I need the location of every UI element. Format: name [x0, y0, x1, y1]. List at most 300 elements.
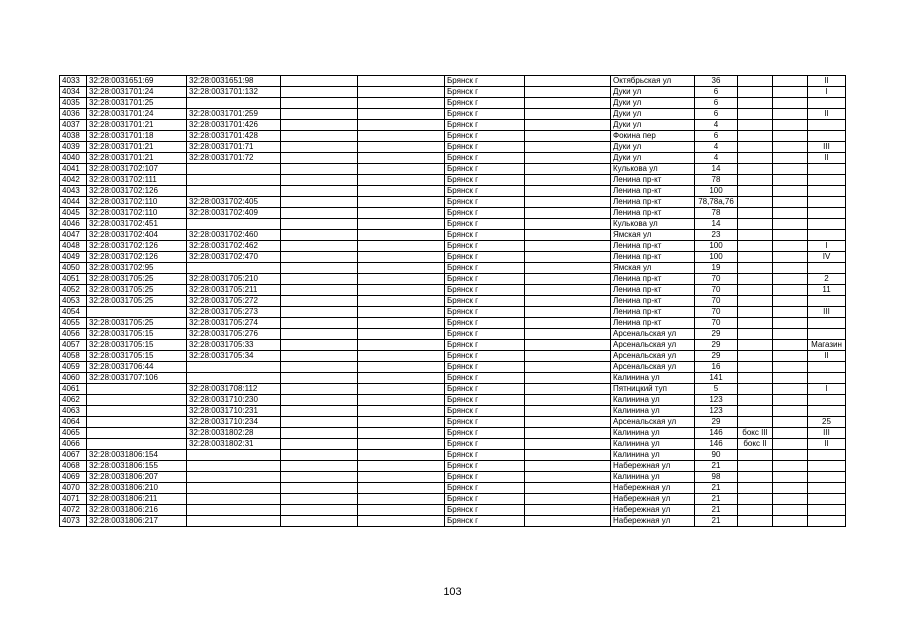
table-row	[60, 164, 846, 175]
col-11-cell	[773, 395, 808, 406]
building-note-cell	[738, 197, 773, 208]
table-row	[60, 98, 846, 109]
city-cell: Брянск г	[445, 494, 525, 505]
house-number-cell: 16	[695, 362, 738, 373]
col-11-cell	[773, 208, 808, 219]
house-number-cell: 5	[695, 384, 738, 395]
city-cell: Брянск г	[445, 395, 525, 406]
table-row	[60, 219, 846, 230]
room-number-cell	[808, 120, 846, 131]
house-number-cell: 14	[695, 164, 738, 175]
col-4-cell	[281, 175, 358, 186]
city-cell: Брянск г	[445, 274, 525, 285]
col-7-cell	[525, 131, 611, 142]
row-number-cell: 4065	[60, 428, 87, 439]
col-11-cell	[773, 274, 808, 285]
city-cell: Брянск г	[445, 296, 525, 307]
building-note-cell	[738, 164, 773, 175]
col-7-cell	[525, 263, 611, 274]
parcel-number-cell	[187, 483, 281, 494]
col-11-cell	[773, 252, 808, 263]
col-11-cell	[773, 461, 808, 472]
col-5-cell	[358, 439, 445, 450]
table-row	[60, 439, 846, 450]
house-number-cell: 21	[695, 505, 738, 516]
street-cell: Ленина пр-кт	[611, 197, 695, 208]
cadastral-number-cell: 32:28:0031701:25	[87, 98, 187, 109]
street-cell: Ленина пр-кт	[611, 274, 695, 285]
col-7-cell	[525, 164, 611, 175]
registry-table	[59, 75, 846, 527]
building-note-cell	[738, 208, 773, 219]
col-7-cell	[525, 274, 611, 285]
col-7-cell	[525, 241, 611, 252]
city-cell: Брянск г	[445, 186, 525, 197]
col-7-cell	[525, 340, 611, 351]
col-5-cell	[358, 494, 445, 505]
street-cell: Набережная ул	[611, 483, 695, 494]
col-11-cell	[773, 175, 808, 186]
house-number-cell: 78	[695, 208, 738, 219]
row-number-cell: 4035	[60, 98, 87, 109]
table-row	[60, 131, 846, 142]
street-cell: Калинина ул	[611, 450, 695, 461]
table-row	[60, 307, 846, 318]
city-cell: Брянск г	[445, 230, 525, 241]
parcel-number-cell: 32:28:0031710:230	[187, 395, 281, 406]
building-note-cell	[738, 351, 773, 362]
col-7-cell	[525, 351, 611, 362]
col-11-cell	[773, 131, 808, 142]
parcel-number-cell	[187, 362, 281, 373]
room-number-cell: IV	[808, 252, 846, 263]
col-7-cell	[525, 76, 611, 87]
page-number: 103	[443, 586, 462, 598]
col-5-cell	[358, 461, 445, 472]
col-7-cell	[525, 373, 611, 384]
col-11-cell	[773, 428, 808, 439]
row-number-cell: 4040	[60, 153, 87, 164]
col-4-cell	[281, 516, 358, 527]
building-note-cell	[738, 252, 773, 263]
col-7-cell	[525, 318, 611, 329]
row-number-cell: 4037	[60, 120, 87, 131]
col-7-cell	[525, 395, 611, 406]
row-number-cell: 4061	[60, 384, 87, 395]
row-number-cell: 4046	[60, 219, 87, 230]
col-7-cell	[525, 384, 611, 395]
parcel-number-cell: 32:28:0031705:274	[187, 318, 281, 329]
col-5-cell	[358, 340, 445, 351]
street-cell: Калинина ул	[611, 439, 695, 450]
col-11-cell	[773, 219, 808, 230]
table-row	[60, 351, 846, 362]
parcel-number-cell: 32:28:0031701:132	[187, 87, 281, 98]
house-number-cell: 78	[695, 175, 738, 186]
col-5-cell	[358, 351, 445, 362]
building-note-cell	[738, 241, 773, 252]
col-4-cell	[281, 285, 358, 296]
cadastral-number-cell: 32:28:0031705:25	[87, 285, 187, 296]
room-number-cell	[808, 318, 846, 329]
building-note-cell	[738, 483, 773, 494]
cadastral-number-cell: 32:28:0031702:107	[87, 164, 187, 175]
table-row	[60, 461, 846, 472]
building-note-cell	[738, 450, 773, 461]
col-7-cell	[525, 329, 611, 340]
col-11-cell	[773, 472, 808, 483]
col-4-cell	[281, 329, 358, 340]
col-4-cell	[281, 351, 358, 362]
building-note-cell: бокс III	[738, 428, 773, 439]
street-cell: Арсенальская ул	[611, 417, 695, 428]
parcel-number-cell: 32:28:0031802:31	[187, 439, 281, 450]
col-11-cell	[773, 406, 808, 417]
row-number-cell: 4060	[60, 373, 87, 384]
house-number-cell: 98	[695, 472, 738, 483]
room-number-cell	[808, 329, 846, 340]
col-11-cell	[773, 450, 808, 461]
col-4-cell	[281, 296, 358, 307]
parcel-number-cell	[187, 472, 281, 483]
row-number-cell: 4042	[60, 175, 87, 186]
cadastral-number-cell: 32:28:0031702:110	[87, 208, 187, 219]
col-7-cell	[525, 175, 611, 186]
room-number-cell	[808, 505, 846, 516]
col-7-cell	[525, 98, 611, 109]
table-row	[60, 241, 846, 252]
cadastral-number-cell: 32:28:0031701:18	[87, 131, 187, 142]
city-cell: Брянск г	[445, 340, 525, 351]
parcel-number-cell: 32:28:0031651:98	[187, 76, 281, 87]
col-5-cell	[358, 131, 445, 142]
cadastral-number-cell: 32:28:0031701:21	[87, 120, 187, 131]
col-11-cell	[773, 76, 808, 87]
row-number-cell: 4050	[60, 263, 87, 274]
table-row	[60, 120, 846, 131]
city-cell: Брянск г	[445, 417, 525, 428]
col-4-cell	[281, 241, 358, 252]
col-5-cell	[358, 384, 445, 395]
col-5-cell	[358, 505, 445, 516]
house-number-cell: 29	[695, 417, 738, 428]
col-4-cell	[281, 384, 358, 395]
row-number-cell: 4038	[60, 131, 87, 142]
city-cell: Брянск г	[445, 384, 525, 395]
row-number-cell: 4072	[60, 505, 87, 516]
street-cell: Октябрьская ул	[611, 76, 695, 87]
registry-table-body	[60, 76, 846, 527]
city-cell: Брянск г	[445, 318, 525, 329]
row-number-cell: 4073	[60, 516, 87, 527]
col-5-cell	[358, 483, 445, 494]
col-11-cell	[773, 439, 808, 450]
house-number-cell: 6	[695, 87, 738, 98]
cadastral-number-cell: 32:28:0031705:15	[87, 340, 187, 351]
building-note-cell	[738, 219, 773, 230]
parcel-number-cell: 32:28:0031702:462	[187, 241, 281, 252]
col-4-cell	[281, 109, 358, 120]
building-note-cell	[738, 329, 773, 340]
row-number-cell: 4067	[60, 450, 87, 461]
cadastral-number-cell	[87, 417, 187, 428]
room-number-cell	[808, 219, 846, 230]
building-note-cell	[738, 120, 773, 131]
city-cell: Брянск г	[445, 351, 525, 362]
room-number-cell	[808, 373, 846, 384]
city-cell: Брянск г	[445, 142, 525, 153]
col-5-cell	[358, 373, 445, 384]
col-4-cell	[281, 153, 358, 164]
col-7-cell	[525, 516, 611, 527]
row-number-cell: 4049	[60, 252, 87, 263]
room-number-cell	[808, 175, 846, 186]
city-cell: Брянск г	[445, 219, 525, 230]
cadastral-number-cell	[87, 406, 187, 417]
cadastral-number-cell: 32:28:0031806:207	[87, 472, 187, 483]
house-number-cell: 29	[695, 340, 738, 351]
col-4-cell	[281, 208, 358, 219]
house-number-cell: 29	[695, 351, 738, 362]
row-number-cell: 4047	[60, 230, 87, 241]
parcel-number-cell: 32:28:0031705:273	[187, 307, 281, 318]
building-note-cell	[738, 340, 773, 351]
table-row	[60, 340, 846, 351]
table-row	[60, 329, 846, 340]
col-4-cell	[281, 98, 358, 109]
room-number-cell: III	[808, 307, 846, 318]
city-cell: Брянск г	[445, 153, 525, 164]
parcel-number-cell	[187, 219, 281, 230]
col-5-cell	[358, 219, 445, 230]
house-number-cell: 6	[695, 98, 738, 109]
row-number-cell: 4052	[60, 285, 87, 296]
house-number-cell: 14	[695, 219, 738, 230]
city-cell: Брянск г	[445, 263, 525, 274]
col-7-cell	[525, 307, 611, 318]
house-number-cell: 90	[695, 450, 738, 461]
room-number-cell	[808, 131, 846, 142]
parcel-number-cell	[187, 373, 281, 384]
cadastral-number-cell: 32:28:0031705:25	[87, 274, 187, 285]
building-note-cell: бокс II	[738, 439, 773, 450]
col-5-cell	[358, 428, 445, 439]
house-number-cell: 123	[695, 406, 738, 417]
street-cell: Дуки ул	[611, 98, 695, 109]
col-7-cell	[525, 153, 611, 164]
city-cell: Брянск г	[445, 516, 525, 527]
row-number-cell: 4057	[60, 340, 87, 351]
room-number-cell	[808, 230, 846, 241]
room-number-cell	[808, 98, 846, 109]
parcel-number-cell: 32:28:0031705:211	[187, 285, 281, 296]
cadastral-number-cell: 32:28:0031806:210	[87, 483, 187, 494]
row-number-cell: 4039	[60, 142, 87, 153]
table-row	[60, 186, 846, 197]
col-4-cell	[281, 252, 358, 263]
col-4-cell	[281, 406, 358, 417]
row-number-cell: 4034	[60, 87, 87, 98]
table-row	[60, 296, 846, 307]
col-11-cell	[773, 351, 808, 362]
parcel-number-cell: 32:28:0031710:231	[187, 406, 281, 417]
col-5-cell	[358, 98, 445, 109]
city-cell: Брянск г	[445, 461, 525, 472]
parcel-number-cell	[187, 505, 281, 516]
house-number-cell: 6	[695, 131, 738, 142]
col-11-cell	[773, 186, 808, 197]
building-note-cell	[738, 274, 773, 285]
city-cell: Брянск г	[445, 76, 525, 87]
street-cell: Ленина пр-кт	[611, 208, 695, 219]
city-cell: Брянск г	[445, 252, 525, 263]
house-number-cell: 146	[695, 439, 738, 450]
room-number-cell	[808, 296, 846, 307]
street-cell: Ленина пр-кт	[611, 318, 695, 329]
row-number-cell: 4041	[60, 164, 87, 175]
building-note-cell	[738, 461, 773, 472]
col-4-cell	[281, 197, 358, 208]
house-number-cell: 4	[695, 142, 738, 153]
building-note-cell	[738, 175, 773, 186]
cadastral-number-cell: 32:28:0031701:24	[87, 109, 187, 120]
col-4-cell	[281, 428, 358, 439]
street-cell: Дуки ул	[611, 87, 695, 98]
col-11-cell	[773, 329, 808, 340]
row-number-cell: 4045	[60, 208, 87, 219]
parcel-number-cell: 32:28:0031701:259	[187, 109, 281, 120]
table-row	[60, 472, 846, 483]
parcel-number-cell	[187, 516, 281, 527]
table-row	[60, 230, 846, 241]
building-note-cell	[738, 318, 773, 329]
street-cell: Калинина ул	[611, 428, 695, 439]
cadastral-number-cell: 32:28:0031806:211	[87, 494, 187, 505]
house-number-cell: 146	[695, 428, 738, 439]
house-number-cell: 123	[695, 395, 738, 406]
cadastral-number-cell: 32:28:0031707:106	[87, 373, 187, 384]
house-number-cell: 21	[695, 516, 738, 527]
room-number-cell	[808, 208, 846, 219]
col-5-cell	[358, 329, 445, 340]
col-5-cell	[358, 186, 445, 197]
room-number-cell	[808, 406, 846, 417]
col-7-cell	[525, 483, 611, 494]
col-11-cell	[773, 230, 808, 241]
col-11-cell	[773, 263, 808, 274]
parcel-number-cell: 32:28:0031701:71	[187, 142, 281, 153]
building-note-cell	[738, 384, 773, 395]
table-row	[60, 406, 846, 417]
building-note-cell	[738, 76, 773, 87]
parcel-number-cell: 32:28:0031702:470	[187, 252, 281, 263]
building-note-cell	[738, 373, 773, 384]
table-row	[60, 87, 846, 98]
parcel-number-cell	[187, 263, 281, 274]
street-cell: Ленина пр-кт	[611, 175, 695, 186]
row-number-cell: 4068	[60, 461, 87, 472]
parcel-number-cell: 32:28:0031701:426	[187, 120, 281, 131]
col-4-cell	[281, 131, 358, 142]
col-4-cell	[281, 87, 358, 98]
house-number-cell: 36	[695, 76, 738, 87]
col-11-cell	[773, 373, 808, 384]
cadastral-number-cell: 32:28:0031806:216	[87, 505, 187, 516]
street-cell: Ленина пр-кт	[611, 296, 695, 307]
building-note-cell	[738, 98, 773, 109]
col-5-cell	[358, 274, 445, 285]
col-4-cell	[281, 230, 358, 241]
col-11-cell	[773, 318, 808, 329]
house-number-cell: 100	[695, 252, 738, 263]
col-4-cell	[281, 307, 358, 318]
col-7-cell	[525, 439, 611, 450]
room-number-cell: II	[808, 153, 846, 164]
cadastral-number-cell: 32:28:0031705:25	[87, 318, 187, 329]
building-note-cell	[738, 307, 773, 318]
building-note-cell	[738, 516, 773, 527]
building-note-cell	[738, 406, 773, 417]
parcel-number-cell: 32:28:0031702:460	[187, 230, 281, 241]
street-cell: Калинина ул	[611, 395, 695, 406]
room-number-cell: 25	[808, 417, 846, 428]
col-4-cell	[281, 472, 358, 483]
cadastral-number-cell: 32:28:0031702:126	[87, 252, 187, 263]
col-5-cell	[358, 318, 445, 329]
street-cell: Дуки ул	[611, 153, 695, 164]
street-cell: Ленина пр-кт	[611, 285, 695, 296]
city-cell: Брянск г	[445, 98, 525, 109]
room-number-cell: Магазин	[808, 340, 846, 351]
col-7-cell	[525, 362, 611, 373]
row-number-cell: 4048	[60, 241, 87, 252]
row-number-cell: 4053	[60, 296, 87, 307]
row-number-cell: 4056	[60, 329, 87, 340]
street-cell: Калинина ул	[611, 406, 695, 417]
street-cell: Набережная ул	[611, 461, 695, 472]
parcel-number-cell: 32:28:0031708:112	[187, 384, 281, 395]
col-5-cell	[358, 516, 445, 527]
building-note-cell	[738, 186, 773, 197]
parcel-number-cell	[187, 175, 281, 186]
row-number-cell: 4043	[60, 186, 87, 197]
house-number-cell: 21	[695, 483, 738, 494]
building-note-cell	[738, 230, 773, 241]
col-5-cell	[358, 307, 445, 318]
table-row	[60, 285, 846, 296]
row-number-cell: 4070	[60, 483, 87, 494]
table-row	[60, 417, 846, 428]
table-row	[60, 263, 846, 274]
col-7-cell	[525, 450, 611, 461]
house-number-cell: 100	[695, 241, 738, 252]
col-11-cell	[773, 109, 808, 120]
col-4-cell	[281, 461, 358, 472]
col-5-cell	[358, 208, 445, 219]
table-row	[60, 483, 846, 494]
col-11-cell	[773, 494, 808, 505]
room-number-cell	[808, 483, 846, 494]
col-5-cell	[358, 417, 445, 428]
street-cell: Ямская ул	[611, 230, 695, 241]
table-row	[60, 142, 846, 153]
col-5-cell	[358, 153, 445, 164]
parcel-number-cell	[187, 186, 281, 197]
cadastral-number-cell	[87, 428, 187, 439]
building-note-cell	[738, 153, 773, 164]
col-11-cell	[773, 483, 808, 494]
col-7-cell	[525, 120, 611, 131]
